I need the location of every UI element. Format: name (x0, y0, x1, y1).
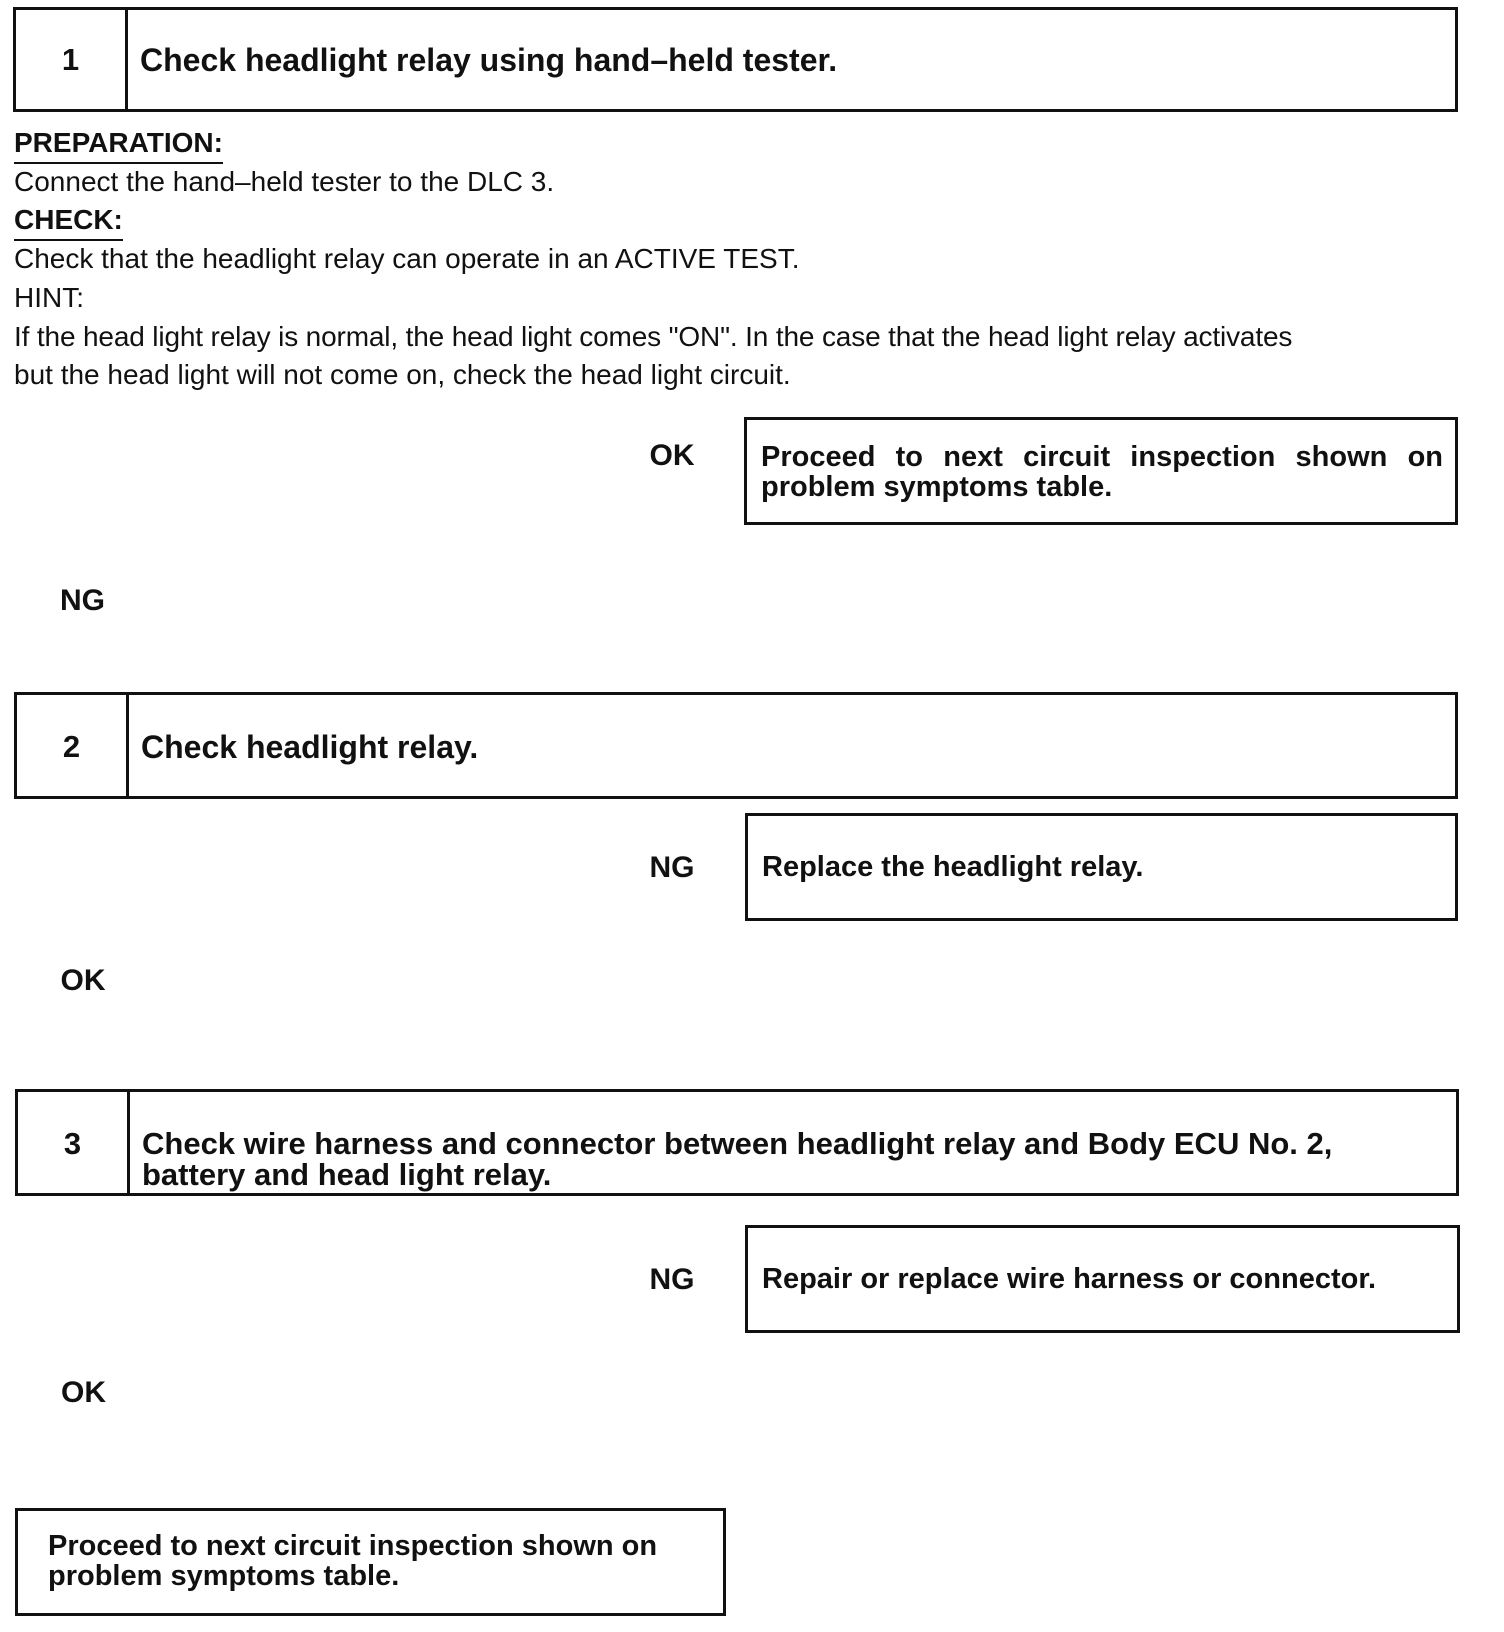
step-3-title (130, 1092, 1456, 1193)
step-2-number: 2 (17, 695, 129, 796)
step-3-number: 3 (18, 1092, 130, 1193)
step-3-ng-label: NG (649, 1263, 695, 1296)
step-2-ng-result (745, 813, 1458, 921)
step-3-ng-result-text: Repair or replace wire harness or connector. (762, 1263, 1377, 1295)
preparation-label: PREPARATION: (14, 124, 223, 164)
step-1-ok-result-line-2: problem symptoms table. (761, 471, 1113, 503)
step-1-box (13, 7, 1458, 112)
step-1-title: Check headlight relay using hand–held tester. (140, 42, 838, 78)
check-label: CHECK: (14, 201, 123, 241)
step-2-box (14, 692, 1458, 799)
hint-line-2: but the head light will not come on, check the head light circuit. (14, 359, 791, 390)
step-3-box (15, 1089, 1459, 1196)
step-2-ng-result-text: Replace the headlight relay. (762, 851, 1144, 883)
step-2-ok-label: OK (60, 964, 106, 997)
preparation-text: Connect the hand–held tester to the DLC 3. (14, 166, 555, 197)
final-result-line-2: problem symptoms table. (48, 1560, 400, 1592)
step-3-title-line-2: battery and head light relay. (142, 1157, 552, 1192)
step-3-title-line-1: Check wire harness and connector between headlight relay and Body ECU No. 2, (142, 1126, 1333, 1161)
step-2-title: Check headlight relay. (141, 729, 479, 765)
step-1-number: 1 (16, 10, 128, 109)
step-1-ok-result-line-1: Proceed to next circuit inspection shown on (761, 441, 1443, 473)
step-3-ok-label: OK (61, 1376, 106, 1409)
step-1-ok-result (744, 417, 1458, 525)
step-1-ok-label: OK (649, 439, 695, 472)
hint-line-1: If the head light relay is normal, the head light comes "ON". In the case that the head light relay activates (14, 321, 1293, 352)
final-result-line-1: Proceed to next circuit inspection shown on (48, 1530, 658, 1562)
step-3-ng-result (745, 1225, 1460, 1333)
step-2-ng-label: NG (649, 851, 695, 884)
step-1-ng-label: NG (60, 584, 105, 617)
check-text: Check that the headlight relay can operate in an ACTIVE TEST. (14, 243, 800, 274)
hint-label: HINT: (14, 282, 84, 313)
final-result-box (15, 1508, 726, 1616)
